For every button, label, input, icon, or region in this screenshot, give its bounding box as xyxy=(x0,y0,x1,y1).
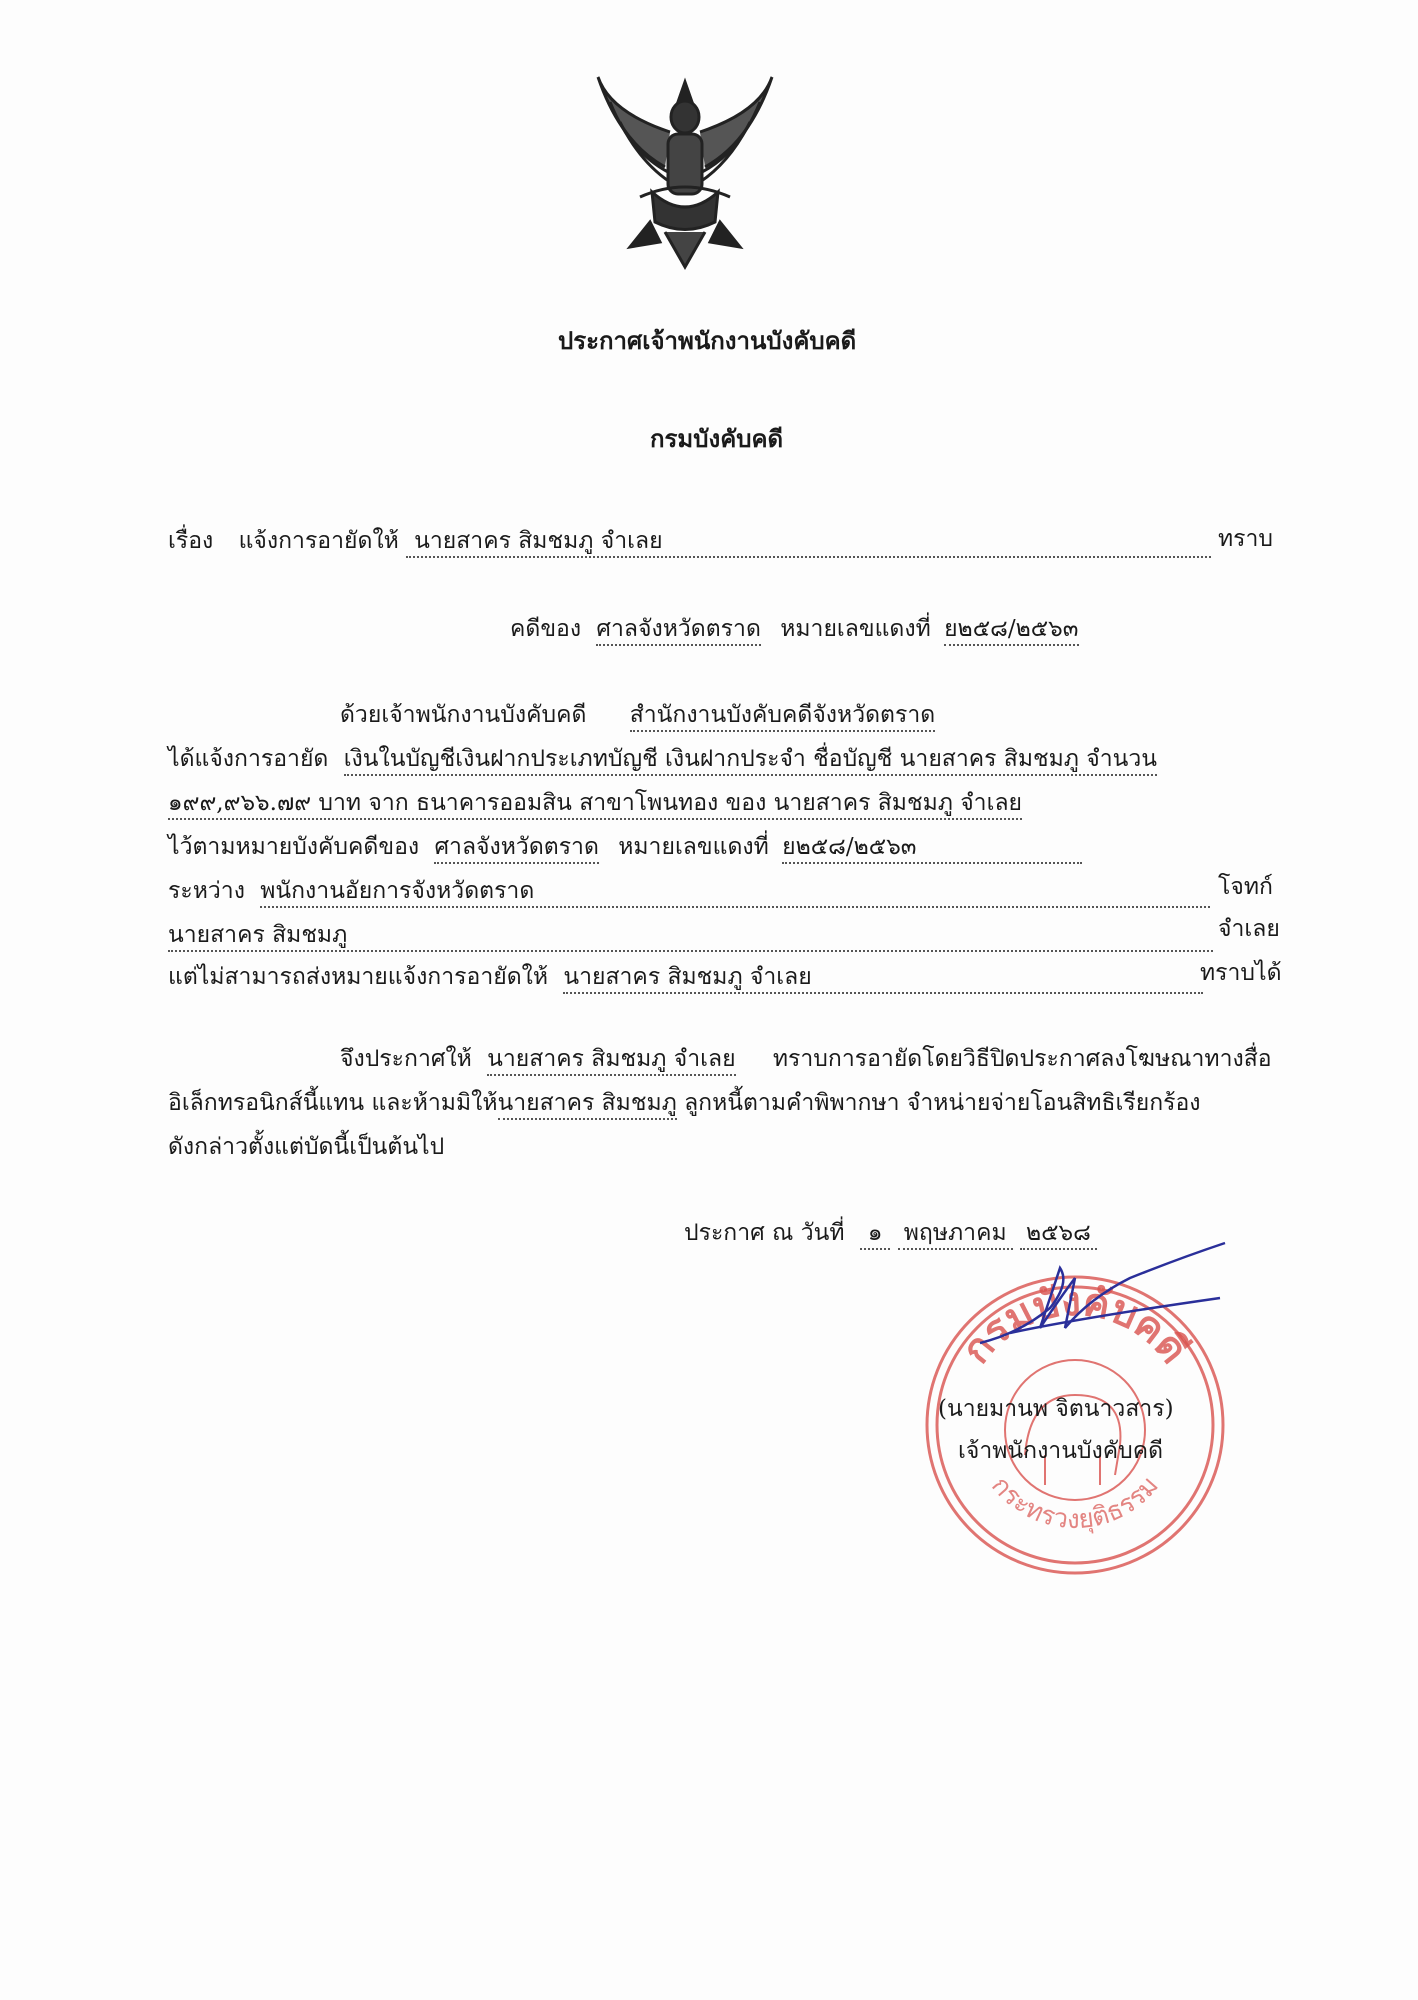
case-text: คดีของ xyxy=(510,616,582,642)
announce-line2-name: นายสาคร สิมชมภู xyxy=(498,1088,677,1120)
defendant-name: นายสาคร สิมชมภู xyxy=(168,922,348,948)
signer-name: (นายมานพ จิตนาวสาร) xyxy=(938,1396,1174,1422)
date-month: พฤษภาคม xyxy=(898,1218,1013,1250)
stamp-bottom-text: กระทรวงยุติธรรม xyxy=(985,1470,1165,1536)
subject-name: นายสาคร สิมชมภู จำเลย xyxy=(414,528,663,554)
body-line7-field xyxy=(563,962,1203,994)
case-line xyxy=(510,614,1079,646)
plaintiff-name: พนักงานอัยการจังหวัดตราด xyxy=(260,878,535,904)
body-line-7 xyxy=(168,962,1203,994)
subject-line xyxy=(168,526,1211,558)
announce-line-1 xyxy=(340,1044,1272,1076)
body-line5-prefix: ระหว่าง xyxy=(168,878,245,904)
defendant-role: จำเลย xyxy=(1218,916,1280,942)
plaintiff-field xyxy=(260,876,1210,908)
case-number-label: หมายเลขแดงที่ xyxy=(780,616,931,642)
announce-line2-b: ลูกหนี้ตามคำพิพากษา จำหน่ายจ่ายโอนสิทธิเรียกร้อง xyxy=(676,1090,1201,1116)
date-prefix: ประกาศ ณ วันที่ xyxy=(684,1220,845,1246)
svg-text:กระทรวงยุติธรรม xyxy=(985,1471,1164,1535)
body-line-5 xyxy=(168,876,1210,908)
announce-line1-text: ทราบการอายัดโดยวิธีปิดประกาศลงโฆษณาทางสื่อ xyxy=(772,1046,1272,1072)
date-day: ๑ xyxy=(860,1218,891,1250)
body-line3-text: ๑๙๙,๙๖๖.๗๙ บาท จาก ธนาคารออมสิน สาขาโพนทอง ของ นายสาคร สิมชมภู จำเลย xyxy=(168,788,1022,820)
body-line-1 xyxy=(340,700,935,732)
body-line4-number: ย๒๕๘/๒๕๖๓ xyxy=(782,832,1082,864)
stamp-top-text: กรมบังคับคดี xyxy=(952,1277,1198,1373)
signature-scribble xyxy=(980,1238,1230,1358)
announcement-title: ประกาศเจ้าพนักงานบังคับคดี xyxy=(558,326,857,355)
plaintiff-role: โจทก์ xyxy=(1218,874,1273,900)
body-line-6 xyxy=(168,920,1213,952)
body-line-2 xyxy=(168,744,1157,776)
body-line7-end: ทราบได้ xyxy=(1200,960,1282,986)
office-name: สำนักงานบังคับคดีจังหวัดตราด xyxy=(630,700,935,732)
subject-end: ทราบ xyxy=(1218,526,1274,552)
case-court: ศาลจังหวัดตราด xyxy=(596,614,760,646)
body-line7-name: นายสาคร สิมชมภู จำเลย xyxy=(563,964,812,990)
body-line4-court: ศาลจังหวัดตราด xyxy=(434,832,598,864)
announce-line-2 xyxy=(168,1088,1201,1120)
body-line7-prefix: แต่ไม่สามารถส่งหมายแจ้งการอายัดให้ xyxy=(168,964,549,990)
signer-position: เจ้าพนักงานบังคับคดี xyxy=(958,1438,1164,1464)
subject-name-field xyxy=(406,526,1211,558)
body-line2-text: เงินในบัญชีเงินฝากประเภทบัญชี เงินฝากประจำ ชื่อบัญชี นายสาคร สิมชมภู จำนวน xyxy=(344,744,1157,776)
body-line1-prefix: ด้วยเจ้าพนักงานบังคับคดี xyxy=(340,702,587,728)
announce-line2-a: อิเล็กทรอนิกส์นี้แทน และห้ามมิให้ xyxy=(168,1090,498,1116)
department-name: กรมบังคับคดี xyxy=(650,424,784,453)
garuda-emblem-icon xyxy=(590,72,780,272)
announce-line1-prefix: จึงประกาศให้ xyxy=(340,1046,472,1072)
body-line2-prefix: ได้แจ้งการอายัด xyxy=(168,746,329,772)
body-line-4 xyxy=(168,832,1082,864)
body-line4-number-label: หมายเลขแดงที่ xyxy=(618,834,769,860)
date-year: ๒๕๖๘ xyxy=(1020,1218,1097,1250)
subject-text: แจ้งการอายัดให้ xyxy=(238,528,399,554)
defendant-field xyxy=(168,920,1213,952)
announce-line-3: ดังกล่าวตั้งแต่บัดนี้เป็นต้นไป xyxy=(168,1134,445,1160)
body-line4-prefix: ไว้ตามหมายบังคับคดีของ xyxy=(168,834,420,860)
announce-line1-name: นายสาคร สิมชมภู จำเลย xyxy=(487,1044,735,1076)
body-line-3 xyxy=(168,788,1022,820)
subject-label: เรื่อง xyxy=(168,528,214,554)
case-number: ย๒๕๘/๒๕๖๓ xyxy=(944,614,1078,646)
